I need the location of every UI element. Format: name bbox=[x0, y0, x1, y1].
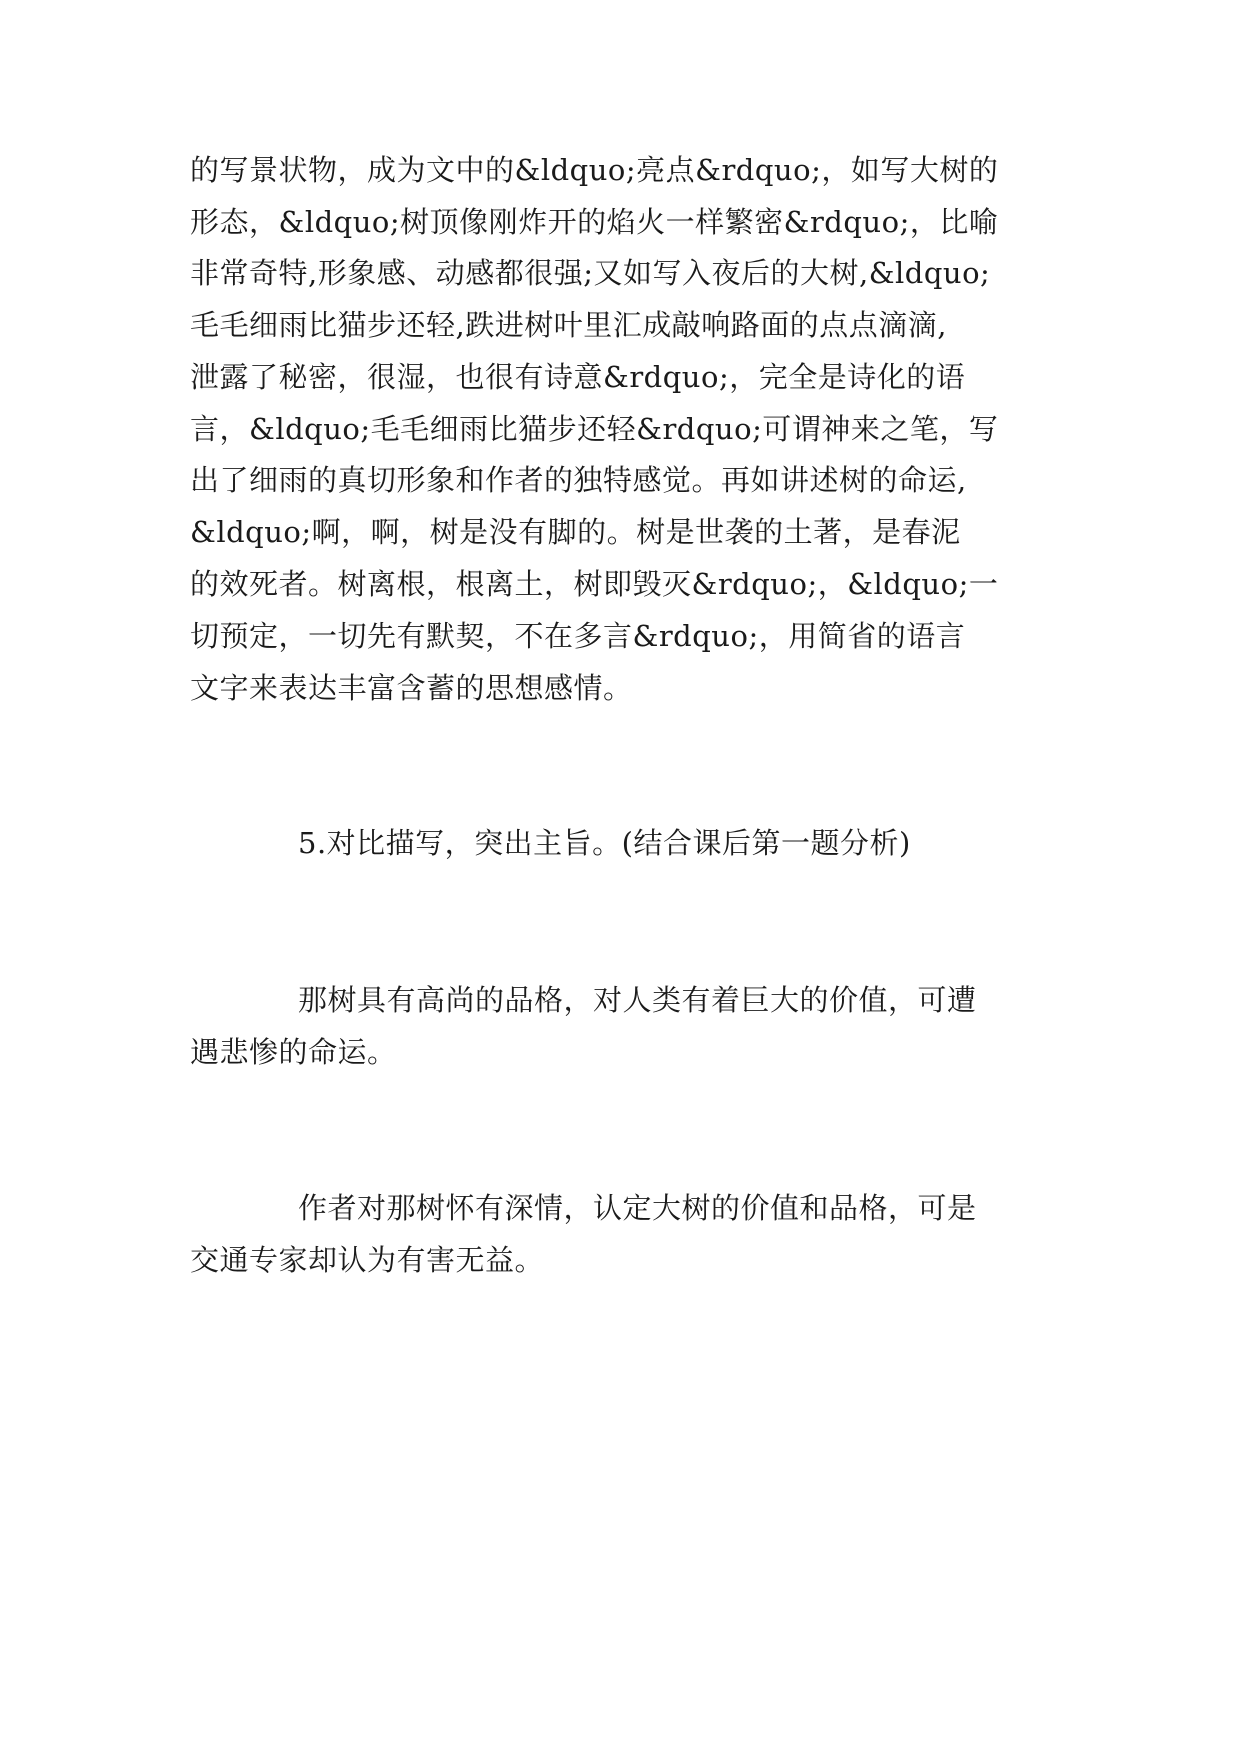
paragraph-line: &ldquo;啊，啊，树是没有脚的。树是世袭的土著，是春泥 bbox=[190, 515, 961, 549]
section-heading: 5.对比描写，突出主旨。(结合课后第一题分析) bbox=[298, 826, 911, 860]
paragraph-line: 形态，&ldquo;树顶像刚炸开的焰火一样繁密&rdquo;，比喻 bbox=[190, 205, 999, 239]
paragraph-line: 非常奇特,形象感、动感都很强;又如写入夜后的大树,&ldquo; bbox=[190, 256, 991, 290]
paragraph-line: 的写景状物，成为文中的&ldquo;亮点&rdquo;，如写大树的 bbox=[190, 153, 999, 187]
paragraph-line: 出了细雨的真切形象和作者的独特感觉。再如讲述树的命运, bbox=[190, 463, 967, 497]
paragraph-line: 那树具有高尚的品格，对人类有着巨大的价值，可遭 bbox=[298, 983, 977, 1017]
paragraph-line: 言，&ldquo;毛毛细雨比猫步还轻&rdquo;可谓神来之笔，写 bbox=[190, 412, 999, 446]
paragraph-line: 的效死者。树离根，根离土，树即毁灭&rdquo;，&ldquo;一 bbox=[190, 567, 999, 601]
paragraph-line: 切预定，一切先有默契，不在多言&rdquo;，用简省的语言 bbox=[190, 619, 966, 653]
paragraph-line: 交通专家却认为有害无益。 bbox=[190, 1243, 545, 1277]
paragraph-line: 毛毛细雨比猫步还轻,跌进树叶里汇成敲响路面的点点滴滴, bbox=[190, 308, 947, 342]
paragraph-line: 作者对那树怀有深情，认定大树的价值和品格，可是 bbox=[298, 1191, 977, 1225]
paragraph-line: 泄露了秘密，很湿，也很有诗意&rdquo;，完全是诗化的语 bbox=[190, 360, 966, 394]
paragraph-line: 遇悲惨的命运。 bbox=[190, 1035, 397, 1069]
paragraph-line: 文字来表达丰富含蓄的思想感情。 bbox=[190, 671, 633, 705]
